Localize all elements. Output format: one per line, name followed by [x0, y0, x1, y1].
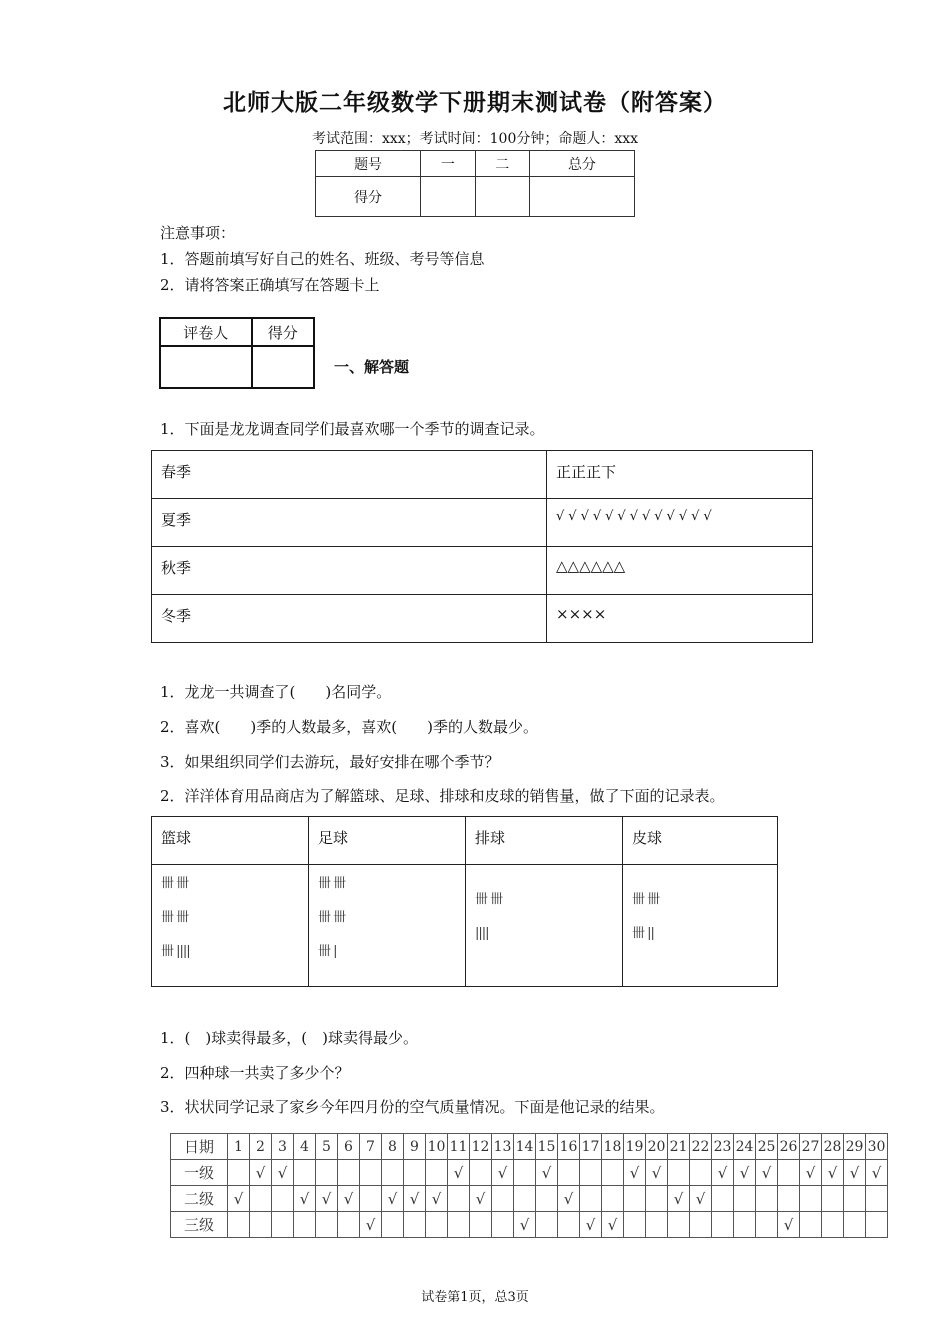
day-cell: 29	[844, 1134, 866, 1160]
q1-sub: 2．喜欢( )季的人数最多，喜欢( )季的人数最少。	[160, 718, 538, 736]
tally-line: 卌 卌	[632, 892, 660, 907]
day-cell: 17	[580, 1134, 602, 1160]
level-cell	[756, 1186, 778, 1212]
level-cell	[602, 1186, 624, 1212]
ball-header: 篮球	[152, 817, 309, 865]
q3-stem: 3．状状同学记录了家乡今年四月份的空气质量情况。下面是他记录的结果。	[160, 1098, 665, 1116]
level-cell	[492, 1212, 514, 1238]
grader-score-cell[interactable]	[252, 346, 314, 388]
tally-cell	[466, 865, 623, 987]
level-cell	[294, 1160, 316, 1186]
level-cell	[624, 1186, 646, 1212]
level-cell	[646, 1212, 668, 1238]
level-cell	[470, 1212, 492, 1238]
day-cell: 10	[426, 1134, 448, 1160]
check-mark: √	[734, 1160, 756, 1186]
page-footer: 试卷第1页，总3页	[421, 1290, 529, 1305]
ball-sales-table	[151, 816, 778, 987]
check-mark: √	[712, 1160, 734, 1186]
score-table	[315, 150, 635, 217]
level-cell	[536, 1212, 558, 1238]
day-cell: 28	[822, 1134, 844, 1160]
exam-info: 考试范围：xxx；考试时间：100分钟；命题人：xxx	[311, 131, 639, 147]
check-mark: √	[844, 1160, 866, 1186]
level-label: 三级	[171, 1212, 228, 1238]
check-mark: √	[294, 1186, 316, 1212]
check-mark: √	[580, 1212, 602, 1238]
level-cell	[668, 1212, 690, 1238]
grader-label: 评卷人	[160, 318, 252, 346]
section-title: 一、解答题	[334, 358, 410, 376]
score-header: 总分	[529, 151, 634, 177]
season-cell: 秋季	[152, 547, 547, 595]
tally-line: 卌 卌	[318, 876, 346, 891]
check-mark: √	[338, 1186, 360, 1212]
check-mark: √	[536, 1160, 558, 1186]
check-mark: √	[448, 1160, 470, 1186]
check-mark: √	[624, 1160, 646, 1186]
q2-stem: 2．洋洋体育用品商店为了解篮球、足球、排球和皮球的销售量，做了下面的记录表。	[160, 787, 725, 805]
note-item: 2．请将答案正确填写在答题卡上	[160, 276, 380, 294]
tally-line: 卌 卌	[318, 910, 346, 925]
level-cell	[382, 1212, 404, 1238]
level-cell	[668, 1160, 690, 1186]
level-cell	[426, 1160, 448, 1186]
check-mark: √	[800, 1160, 822, 1186]
grader-table	[159, 317, 315, 389]
level-cell	[272, 1186, 294, 1212]
tally-cell	[309, 865, 466, 987]
level-cell	[734, 1212, 756, 1238]
day-cell: 23	[712, 1134, 734, 1160]
score-cell[interactable]	[529, 177, 634, 217]
tally-line: 卌 卌	[475, 892, 503, 907]
day-cell: 27	[800, 1134, 822, 1160]
grader-score-label: 得分	[252, 318, 314, 346]
level-cell	[866, 1212, 888, 1238]
day-cell: 24	[734, 1134, 756, 1160]
level-cell	[866, 1186, 888, 1212]
level-cell	[558, 1212, 580, 1238]
day-cell: 19	[624, 1134, 646, 1160]
day-cell: 4	[294, 1134, 316, 1160]
level-cell	[448, 1186, 470, 1212]
tally-cell	[152, 865, 309, 987]
day-cell: 2	[250, 1134, 272, 1160]
day-cell: 9	[404, 1134, 426, 1160]
level-cell	[448, 1212, 470, 1238]
q1-sub: 3．如果组织同学们去游玩，最好安排在哪个季节？	[160, 753, 500, 771]
level-cell	[822, 1212, 844, 1238]
day-cell: 26	[778, 1134, 800, 1160]
season-cell: 冬季	[152, 595, 547, 643]
level-cell	[360, 1160, 382, 1186]
level-cell	[558, 1160, 580, 1186]
level-label: 二级	[171, 1186, 228, 1212]
note-item: 1．答题前填写好自己的姓名、班级、考号等信息	[160, 250, 485, 268]
level-cell	[690, 1212, 712, 1238]
notes-heading: 注意事项：	[160, 224, 236, 242]
ball-header: 排球	[466, 817, 623, 865]
day-cell: 12	[470, 1134, 492, 1160]
check-mark: √	[690, 1186, 712, 1212]
level-cell	[492, 1186, 514, 1212]
level-cell	[756, 1212, 778, 1238]
tally-line: 卌 ||	[632, 926, 654, 941]
q2-sub: 1．( )球卖得最多，( )球卖得最少。	[160, 1029, 418, 1047]
check-mark: √	[756, 1160, 778, 1186]
level-cell	[338, 1212, 360, 1238]
level-cell	[514, 1160, 536, 1186]
q2-sub: 2．四种球一共卖了多少个？	[160, 1064, 350, 1082]
tally-line: 卌 ||||	[161, 944, 190, 959]
level-cell	[822, 1186, 844, 1212]
level-cell	[294, 1212, 316, 1238]
day-cell: 13	[492, 1134, 514, 1160]
tally-line: ||||	[475, 926, 489, 941]
day-cell: 21	[668, 1134, 690, 1160]
grader-cell[interactable]	[160, 346, 252, 388]
score-cell[interactable]	[475, 177, 529, 217]
tally-line: 卌 卌	[161, 876, 189, 891]
level-cell	[844, 1186, 866, 1212]
check-mark: √	[272, 1160, 294, 1186]
score-header: 题号	[316, 151, 421, 177]
level-cell	[404, 1160, 426, 1186]
level-cell	[228, 1212, 250, 1238]
check-mark: √	[668, 1186, 690, 1212]
level-cell	[778, 1186, 800, 1212]
ball-header: 皮球	[623, 817, 778, 865]
level-cell	[514, 1186, 536, 1212]
day-cell: 11	[448, 1134, 470, 1160]
level-cell	[360, 1186, 382, 1212]
level-cell	[338, 1160, 360, 1186]
level-cell	[778, 1160, 800, 1186]
tally-cell	[623, 865, 778, 987]
check-mark: √	[404, 1186, 426, 1212]
check-mark: √	[360, 1212, 382, 1238]
check-mark: √	[426, 1186, 448, 1212]
check-mark: √	[316, 1186, 338, 1212]
check-mark: √	[646, 1160, 668, 1186]
tally-line: 卌 卌	[161, 910, 189, 925]
page-title: 北师大版二年级数学下册期末测试卷（附答案）	[223, 89, 727, 116]
level-cell	[734, 1186, 756, 1212]
check-mark: √	[492, 1160, 514, 1186]
level-cell	[250, 1186, 272, 1212]
notes	[160, 220, 485, 298]
ball-header: 足球	[309, 817, 466, 865]
level-cell	[690, 1160, 712, 1186]
day-cell: 8	[382, 1134, 404, 1160]
date-header: 日期	[171, 1134, 228, 1160]
record-cell: △△△△△△	[547, 547, 813, 595]
air-quality-table	[170, 1133, 888, 1238]
day-cell: 25	[756, 1134, 778, 1160]
record-cell: ××××	[547, 595, 813, 643]
day-cell: 5	[316, 1134, 338, 1160]
level-cell	[316, 1212, 338, 1238]
day-cell: 16	[558, 1134, 580, 1160]
check-mark: √	[470, 1186, 492, 1212]
level-cell	[382, 1160, 404, 1186]
day-cell: 14	[514, 1134, 536, 1160]
day-cell: 30	[866, 1134, 888, 1160]
level-cell	[844, 1212, 866, 1238]
level-cell	[800, 1212, 822, 1238]
level-cell	[800, 1186, 822, 1212]
record-cell: √√√√√√√√√√√√√	[547, 499, 813, 547]
season-cell: 夏季	[152, 499, 547, 547]
q1-stem: 1．下面是龙龙调查同学们最喜欢哪一个季节的调查记录。	[160, 420, 545, 438]
check-mark: √	[228, 1186, 250, 1212]
check-mark: √	[822, 1160, 844, 1186]
score-header: 二	[475, 151, 529, 177]
day-cell: 6	[338, 1134, 360, 1160]
level-cell	[250, 1212, 272, 1238]
check-mark: √	[602, 1212, 624, 1238]
check-mark: √	[866, 1160, 888, 1186]
check-mark: √	[558, 1186, 580, 1212]
level-cell	[470, 1160, 492, 1186]
check-mark: √	[382, 1186, 404, 1212]
level-cell	[272, 1212, 294, 1238]
level-cell	[602, 1160, 624, 1186]
level-cell	[536, 1186, 558, 1212]
day-cell: 1	[228, 1134, 250, 1160]
check-mark: √	[514, 1212, 536, 1238]
season-cell: 春季	[152, 451, 547, 499]
level-cell	[580, 1160, 602, 1186]
day-cell: 15	[536, 1134, 558, 1160]
level-cell	[646, 1186, 668, 1212]
level-cell	[426, 1212, 448, 1238]
day-cell: 7	[360, 1134, 382, 1160]
day-cell: 3	[272, 1134, 294, 1160]
record-cell: 正正正下	[547, 451, 813, 499]
level-cell	[712, 1212, 734, 1238]
check-mark: √	[250, 1160, 272, 1186]
level-cell	[580, 1186, 602, 1212]
check-mark: √	[778, 1212, 800, 1238]
score-cell[interactable]	[421, 177, 475, 217]
score-row-label: 得分	[316, 177, 421, 217]
tally-line: 卌 |	[318, 944, 337, 959]
q1-sub: 1．龙龙一共调查了( )名同学。	[160, 683, 392, 701]
level-cell	[316, 1160, 338, 1186]
level-cell	[624, 1212, 646, 1238]
day-cell: 20	[646, 1134, 668, 1160]
level-label: 一级	[171, 1160, 228, 1186]
level-cell	[404, 1212, 426, 1238]
day-cell: 22	[690, 1134, 712, 1160]
score-header: 一	[421, 151, 475, 177]
level-cell	[712, 1186, 734, 1212]
day-cell: 18	[602, 1134, 624, 1160]
season-survey-table	[151, 450, 813, 643]
level-cell	[228, 1160, 250, 1186]
